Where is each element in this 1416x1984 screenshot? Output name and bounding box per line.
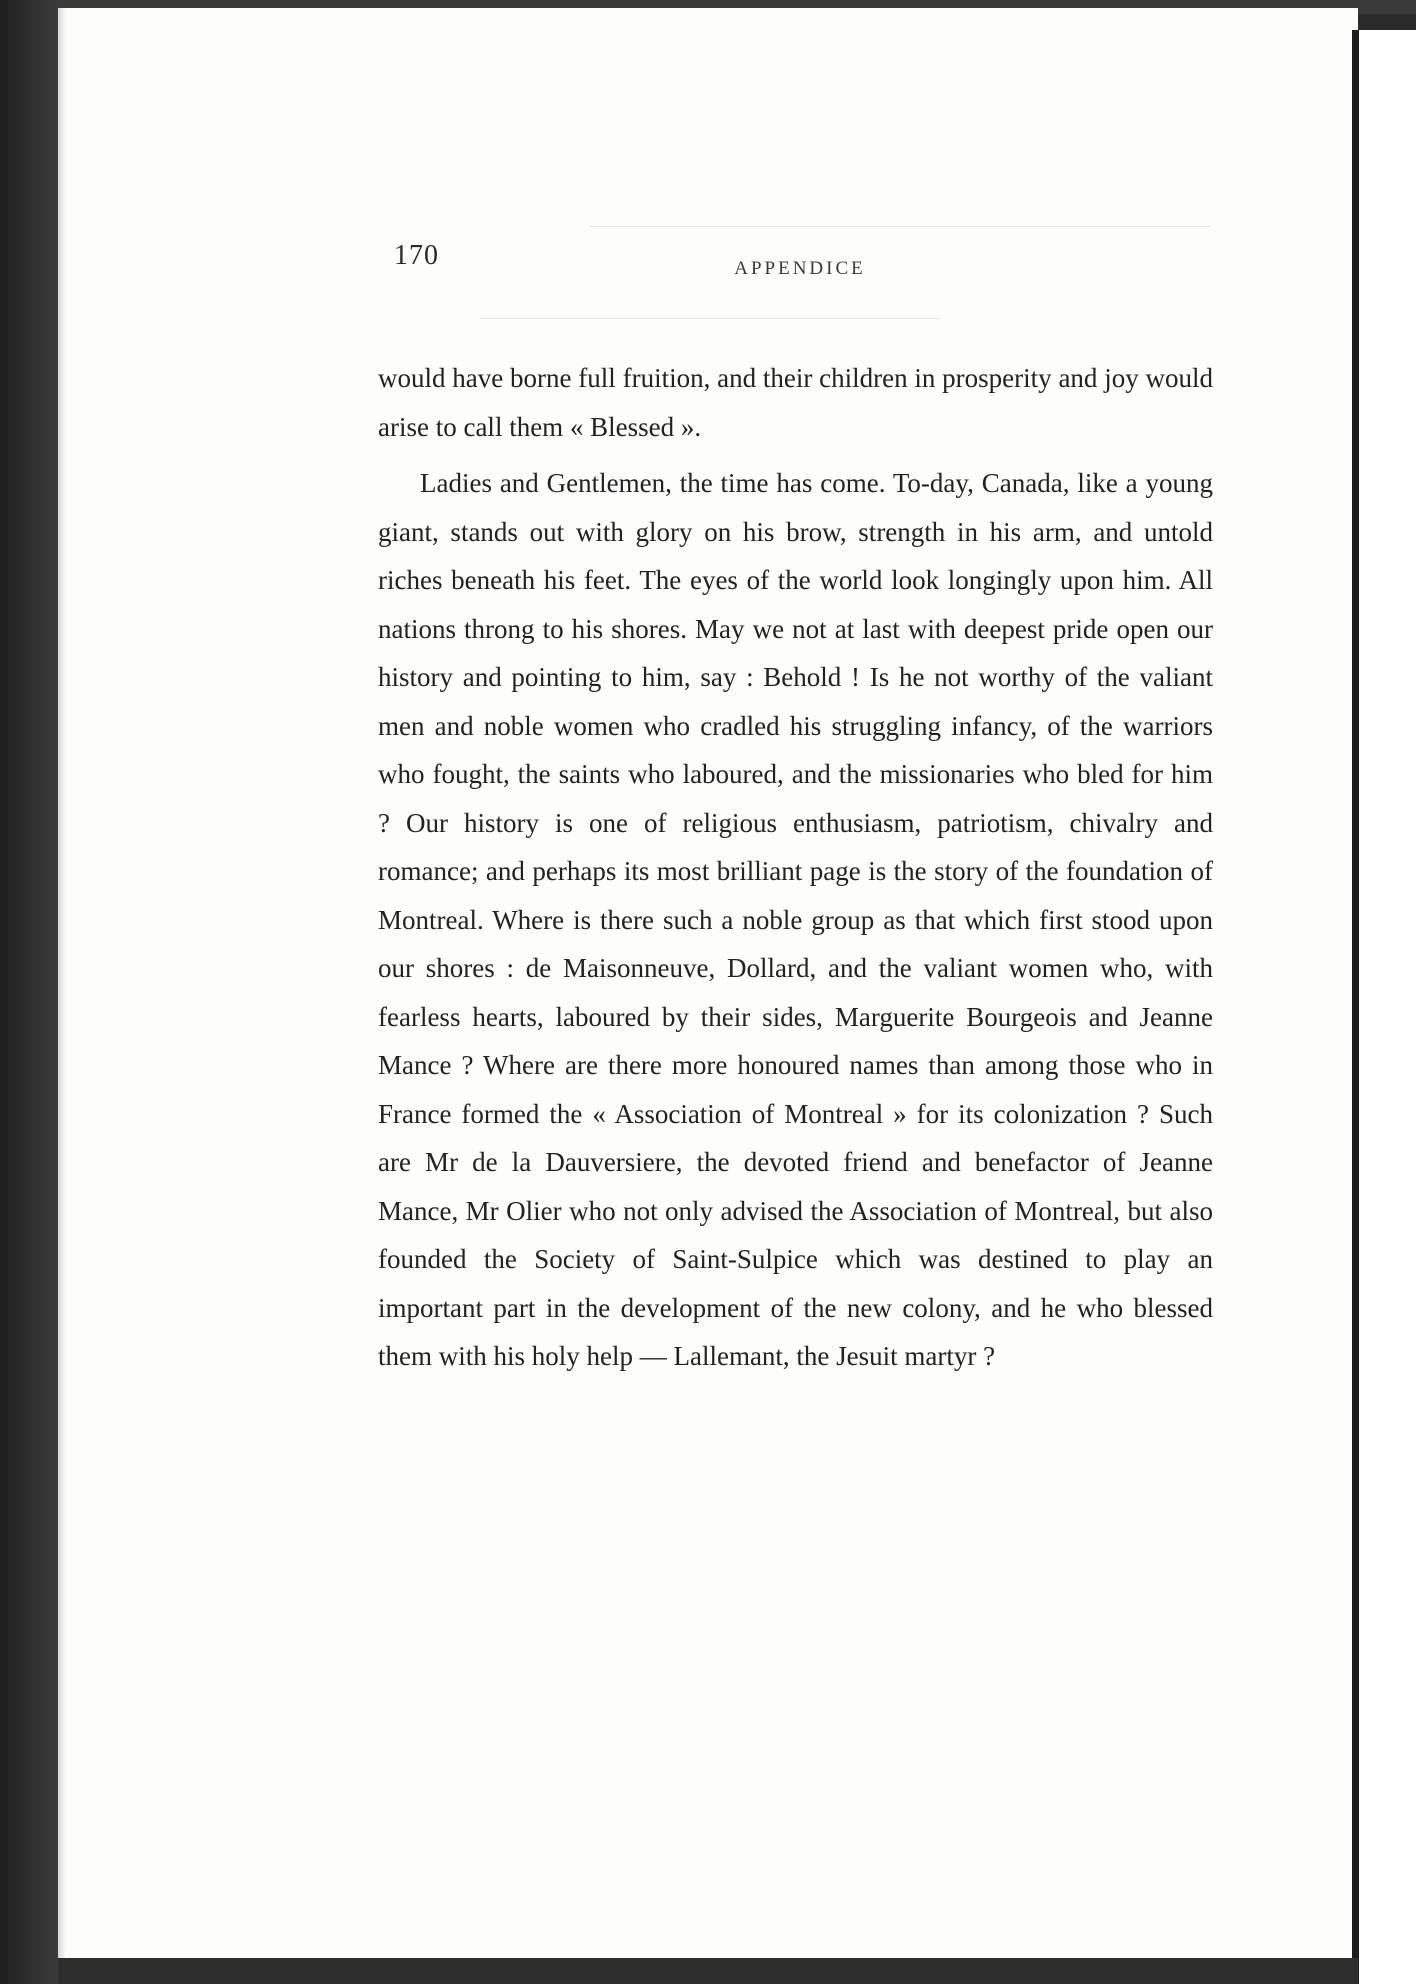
page-number: 170 bbox=[394, 240, 439, 271]
running-head: APPENDICE bbox=[734, 258, 866, 279]
page-header bbox=[0, 0, 1416, 340]
header-rule-bottom bbox=[480, 318, 940, 319]
paragraph-continuation: would have borne full fruition, and their children in prosperity and joy would arise to call them « Blessed ». bbox=[378, 363, 1213, 442]
paragraph-main: Ladies and Gentlemen, the time has come. To-day, Canada, like a young giant, stands out with glory on his brow, strength in his arm, and untold riches beneath his feet. The eyes of the world look longingly upon him. All nations throng to his shores. May we not at last with deepest pride open our history and pointing to him, say : Behold ! Is he not worthy of the valiant men and noble women who cradled his struggling infancy, of the warriors who fought, the saints who laboured, and the missionaries who bled for him ? Our history is one of religious enthusiasm, patriotism, chivalry and romance; and perhaps its most brilliant page is the story of the foundation of Montreal. Where is there such a noble group as that which first stood upon our shores : de Maisonneuve, Dollard, and the valiant women who, with fearless hearts, laboured by their sides, Marguerite Bourgeois and Jeanne Mance ? Where are there more honoured names than among those who in France formed the « Association of Montreal » for its colonization ? Such are Mr de la Dauversiere, the devoted friend and benefactor of Jeanne Mance, Mr Olier who not only advised the Association of Montreal, but also founded the Society of Saint-Sulpice which was destined to play an important part in the development of the new colony, and he who blessed them with his holy help — Lallemant, the Jesuit martyr ? bbox=[378, 468, 1213, 1371]
header-rule-top bbox=[590, 226, 1210, 227]
scan-background-bottom bbox=[58, 1958, 1358, 1984]
body-text bbox=[378, 354, 1213, 1381]
